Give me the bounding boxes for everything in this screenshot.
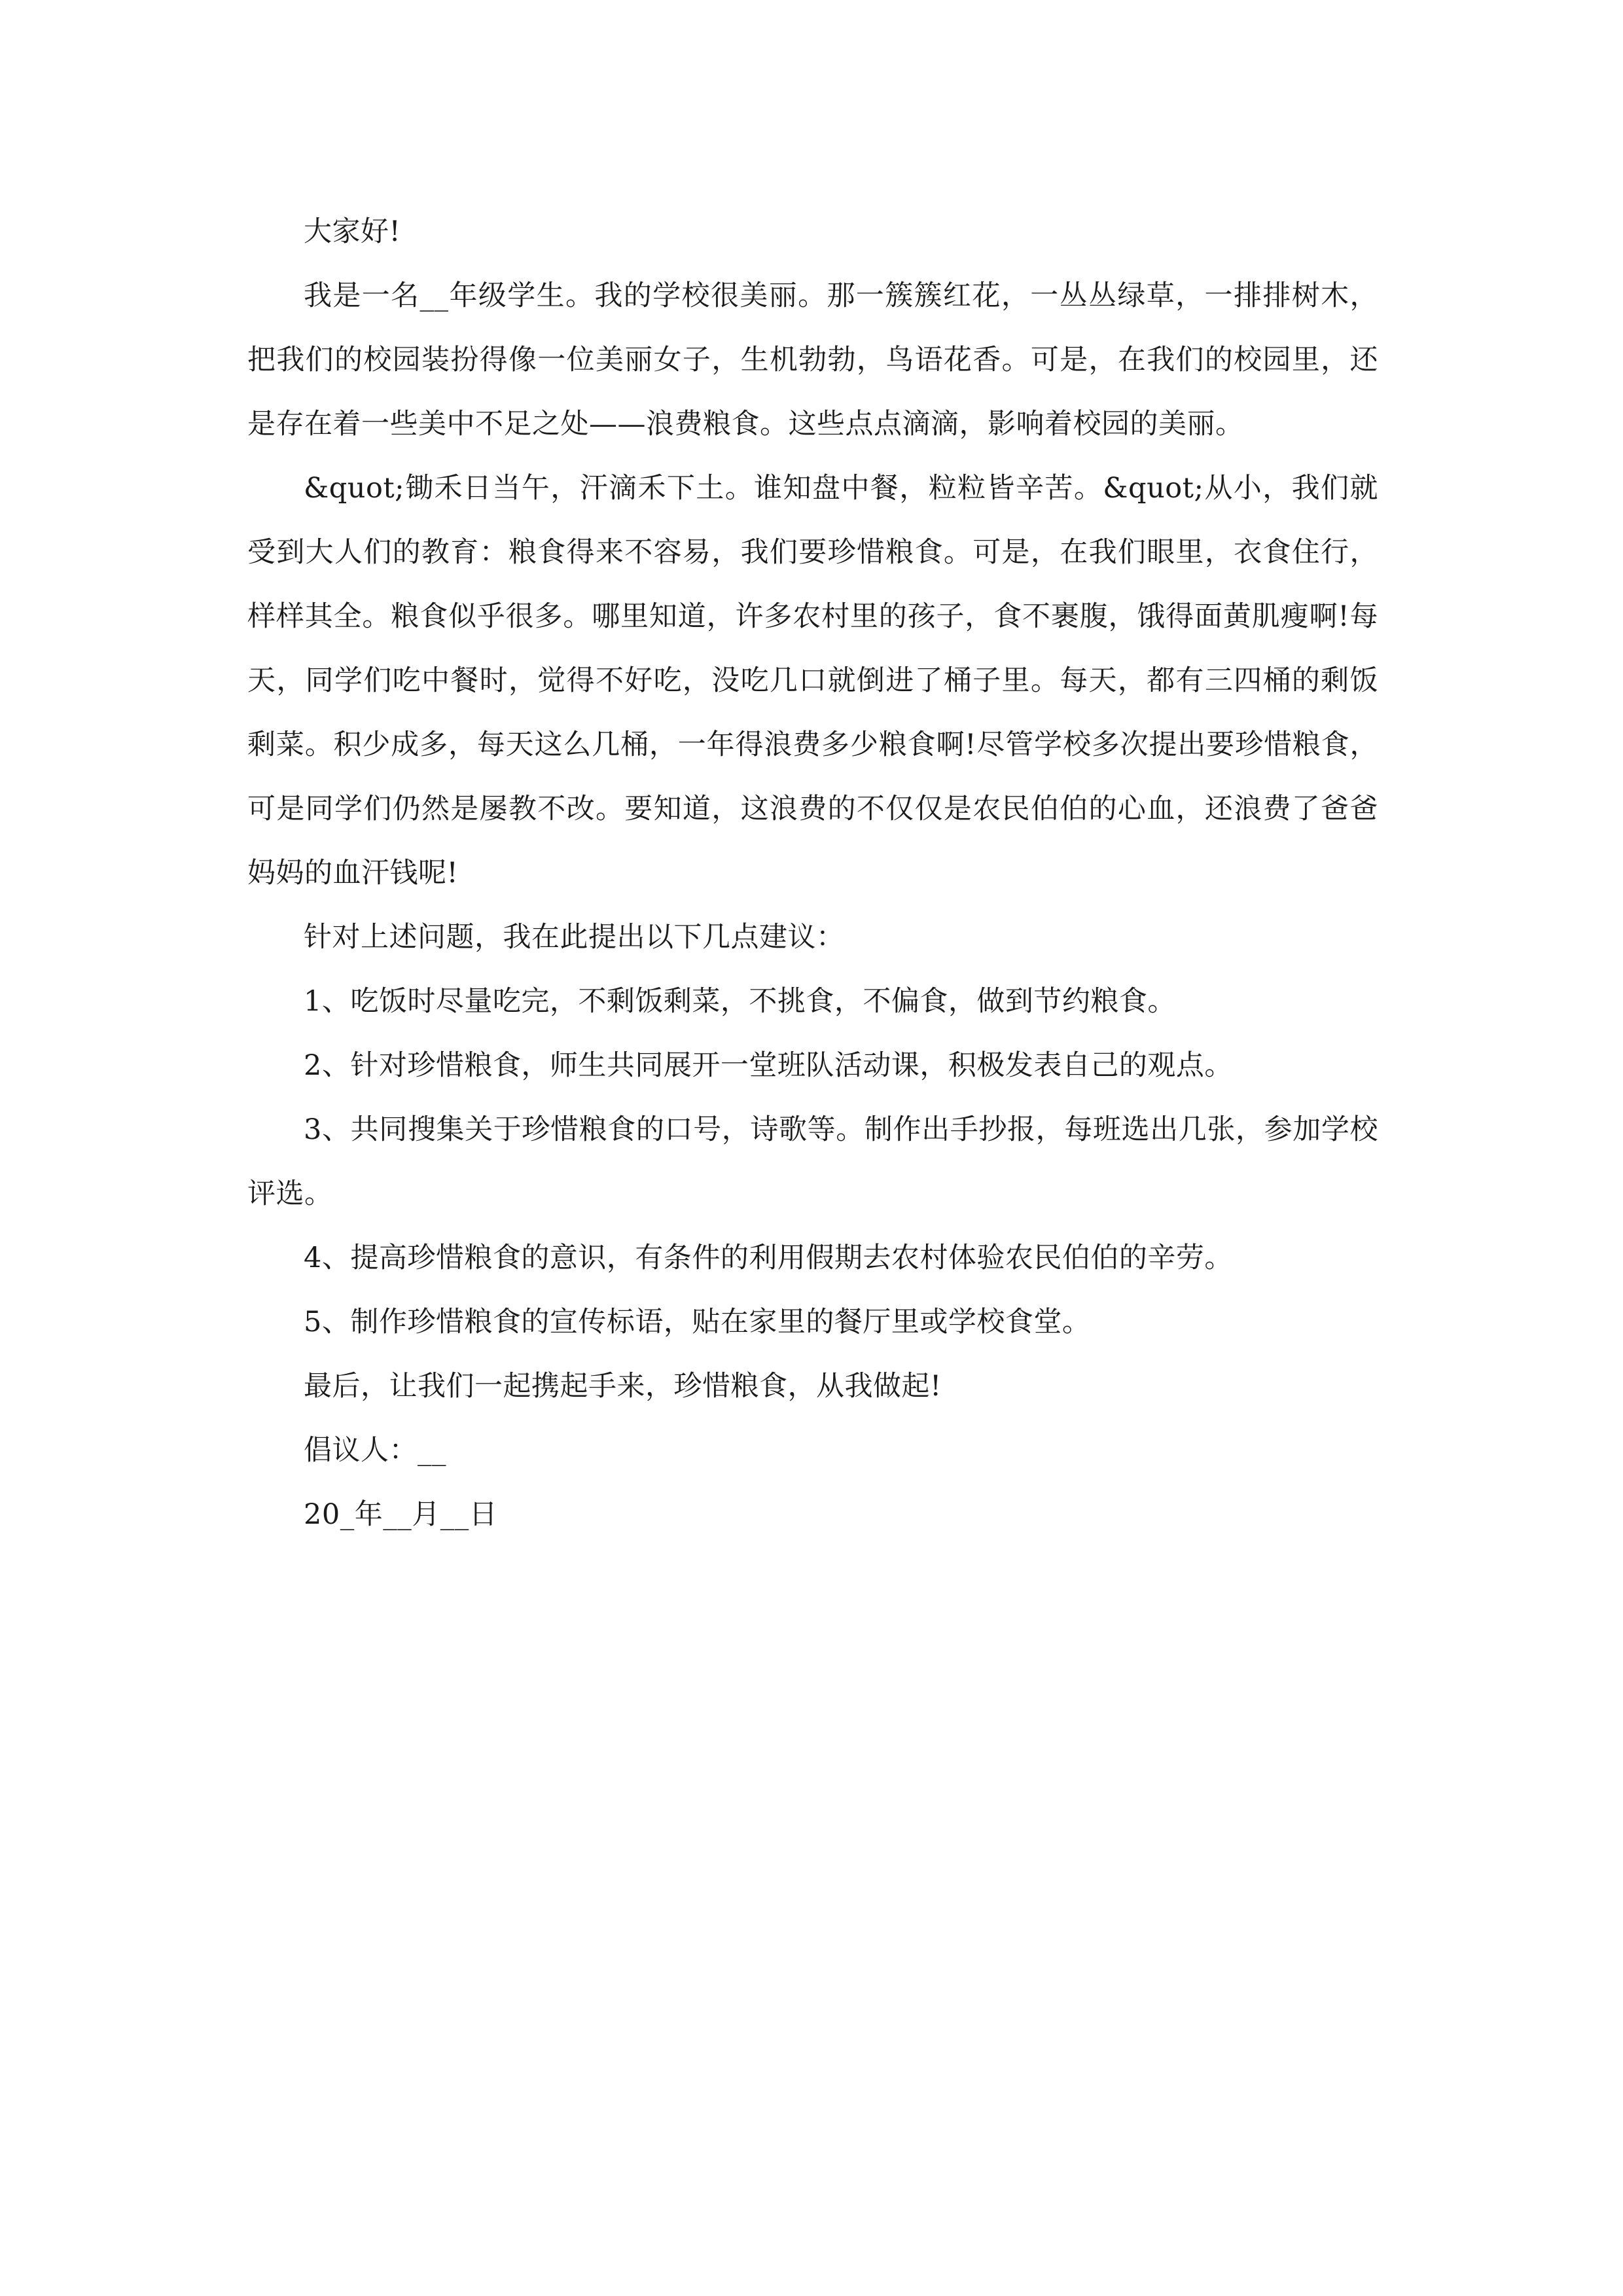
intro-paragraph: 我是一名__年级学生。我的学校很美丽。那一簇簇红花，一丛丛绿草，一排排树木，把我们的校园装扮得像一位美丽女子，生机勃勃，鸟语花香。可是，在我们的校园里，还是存在着一些美中不足之处——浪费粮食。这些点点滴滴，影响着校园的美丽。 <box>247 279 1378 440</box>
document-body <box>247 200 1378 1547</box>
suggestion-item-1: 1、吃饭时尽量吃完，不剩饭剩菜，不挑食，不偏食，做到节约粮食。 <box>304 985 1176 1018</box>
greeting-paragraph: 大家好! <box>304 215 401 248</box>
suggestion-item-4: 4、提高珍惜粮食的意识，有条件的利用假期去农村体验农民伯伯的辛劳。 <box>304 1242 1233 1274</box>
signature-line: 倡议人：__ <box>304 1434 446 1467</box>
suggestion-item-2: 2、针对珍惜粮食，师生共同展开一堂班队活动课，积极发表自己的观点。 <box>304 1049 1233 1082</box>
suggestion-item-5: 5、制作珍惜粮食的宣传标语，贴在家里的餐厅里或学校食堂。 <box>304 1306 1091 1338</box>
suggestion-heading: 针对上述问题，我在此提出以下几点建议： <box>304 921 845 954</box>
closing-paragraph: 最后，让我们一起携起手来，珍惜粮食，从我做起! <box>304 1370 942 1403</box>
suggestion-item-3: 3、共同搜集关于珍惜粮食的口号，诗歌等。制作出手抄报，每班选出几张，参加学校评选。 <box>247 1113 1378 1210</box>
poem-paragraph: &quot;锄禾日当午，汗滴禾下土。谁知盘中餐，粒粒皆辛苦。&quot;从小，我们就受到大人们的教育：粮食得来不容易，我们要珍惜粮食。可是，在我们眼里，衣食住行，样样其全。粮食似乎很多。哪里知道，许多农村里的孩子，食不裹腹，饿得面黄肌瘦啊!每天，同学们吃中餐时，觉得不好吃，没吃几口就倒进了桶子里。每天，都有三四桶的剩饭剩菜。积少成多，每天这么几桶，一年得浪费多少粮食啊!尽管学校多次提出要珍惜粮食，可是同学们仍然是屡教不改。要知道，这浪费的不仅仅是农民伯伯的心血，还浪费了爸爸妈妈的血汗钱呢! <box>247 472 1378 889</box>
date-line: 20_年__月__日 <box>304 1498 498 1531</box>
